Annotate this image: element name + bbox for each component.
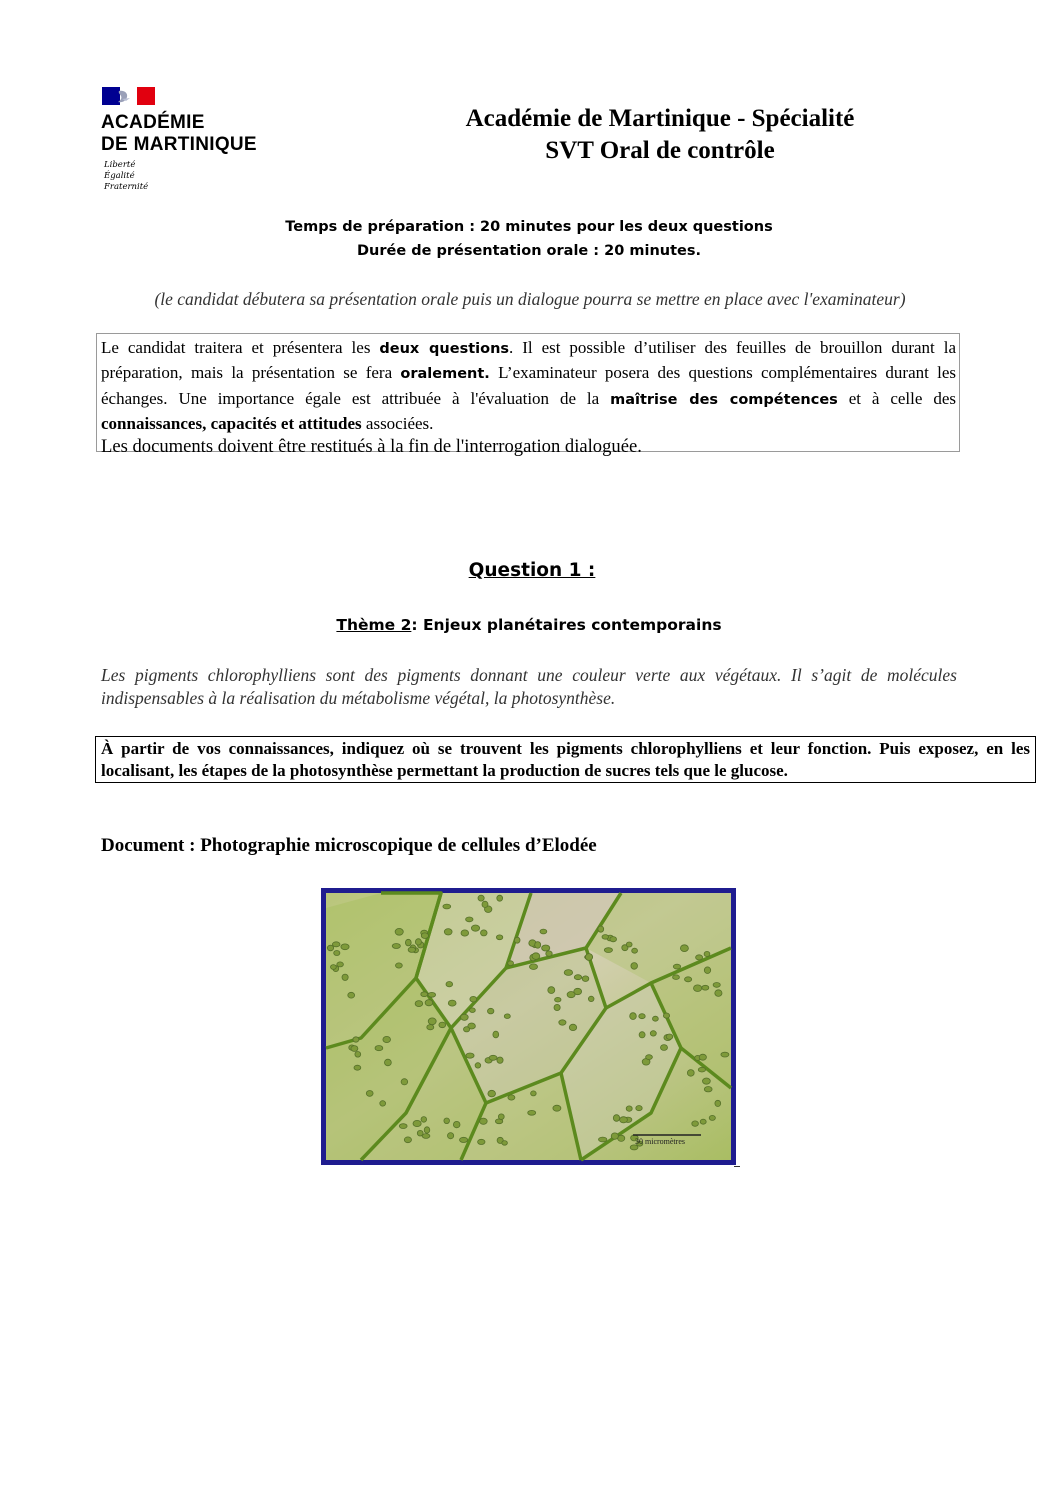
chloroplast [453,1121,460,1127]
chloroplast [504,1014,510,1019]
chloroplast [700,1119,706,1124]
chloroplast [415,939,421,945]
instructions-text: Le candidat traitera et présentera les [101,338,380,357]
chloroplast [567,992,575,998]
chloroplast [478,1139,485,1144]
chloroplast [508,1095,515,1100]
chloroplast [639,1032,645,1038]
theme-label: Thème 2 [336,616,412,634]
chloroplast [715,990,722,997]
scale-label: 30 micromètres [635,1137,685,1146]
chloroplast [599,1137,607,1142]
theme-name: : Enjeux planétaires contemporains [411,616,722,634]
chloroplast [331,965,337,970]
chloroplast [478,895,484,901]
chloroplast [395,928,403,935]
chloroplast [696,955,703,960]
chloroplast [392,944,400,949]
instructions-return-documents: Les documents doivent être restitués à la fin de l'interrogation dialoguée. [101,435,642,457]
chloroplast [709,1115,715,1120]
chloroplast [704,1087,712,1092]
chloroplast [508,961,514,966]
chloroplast [673,964,680,969]
presentation-duration: Durée de présentation orale : 20 minutes. [356,243,702,259]
chloroplast [443,904,451,909]
chloroplast [497,1057,503,1063]
chloroplast [385,1059,392,1066]
chloroplast [653,1016,659,1021]
chloroplast [383,1036,391,1042]
chloroplast [448,1000,456,1006]
chloroplast [488,1008,494,1014]
chloroplast [444,1118,450,1124]
chloroplast [480,1118,488,1124]
chloroplast [413,1120,421,1126]
chloroplast [439,1022,446,1028]
instructions-box [96,333,960,457]
chloroplast [351,1046,358,1052]
chloroplast [694,985,702,992]
chloroplast [460,1137,468,1142]
chloroplast [380,1101,386,1106]
chloroplast [531,1091,537,1096]
chloroplast [466,917,473,922]
instructions-text: associées. [361,414,434,434]
chloroplast [620,1117,628,1123]
chloroplast [530,964,538,970]
chloroplast [466,1053,474,1058]
chloroplast [470,1008,476,1013]
chloroplast [604,948,612,953]
chloroplast [542,945,550,951]
chloroplast [704,967,710,974]
chloroplast [481,930,488,936]
chloroplast [355,1052,361,1058]
chloroplast [564,970,572,976]
chloroplast [713,983,720,988]
chloroplast [496,935,502,940]
chloroplast [613,1115,619,1122]
chloroplast [475,1063,481,1068]
chloroplast [661,1045,668,1051]
chloroplast [528,1110,536,1115]
chloroplast [663,1013,669,1018]
question-intro: Les pigments chlorophylliens sont des pigments donnant une couleur verte aux végétaux. Il s’agit de molécules indispensables à la réalisation du métabolisme végétal, la photosynthèse. [101,665,957,708]
chloroplast [342,974,348,980]
chloroplast [417,1130,423,1136]
chloroplast [646,1055,653,1060]
task-box [95,736,1036,783]
chloroplast [444,929,452,935]
chloroplast [421,992,428,997]
page-title-line-2: SVT Oral de contrôle [545,137,775,164]
instructions-text: . Il est possible d’utiliser des feuilles de brouillon durant la préparation, mais la présentation se fera [101,338,957,383]
chloroplast [401,1079,408,1085]
instructions-emphasis: maîtrise des compétences [610,391,838,408]
chloroplast [514,937,520,943]
chloroplast [421,1117,427,1123]
chloroplast [405,939,411,946]
motto-fraternite: Fraternité [104,182,149,192]
chloroplast [348,992,355,998]
chloroplast [699,1054,706,1060]
page-title-line-1: Académie de Martinique - Spécialité [465,105,855,132]
chloroplast [334,951,340,956]
logo-academie: ACADÉMIE [101,112,205,133]
chloroplast [626,1106,632,1111]
chloroplast [632,948,638,953]
chloroplast [631,963,638,970]
candidate-note: (le candidat débutera sa présentation orale puis un dialogue pourra se mettre en place avec l'examinateur) [154,289,906,309]
motto-egalite: Égalité [104,171,135,181]
chloroplast [470,996,477,1002]
chloroplast [408,947,415,952]
chloroplast [582,976,589,982]
chloroplast [611,1133,618,1139]
chloroplast [353,1037,359,1042]
chloroplast [366,1091,373,1097]
chloroplast [602,935,609,940]
chloroplast [354,1065,361,1070]
chloroplast [610,937,617,942]
chloroplast [482,901,488,907]
instructions-text: et à celle des [837,388,956,408]
chloroplast [421,933,428,939]
chloroplast [639,1014,645,1019]
chloroplast [399,1124,407,1129]
chloroplast [685,977,692,982]
logo-martinique: DE MARTINIQUE [101,134,257,155]
chloroplast [555,997,561,1002]
chloroplast [626,942,632,947]
marianne-flag-icon [102,87,155,105]
chloroplast [702,985,709,990]
instructions-emphasis: deux questions [379,341,510,357]
chloroplast [554,1004,560,1010]
motto-liberte: Liberté [104,160,136,170]
chloroplast [588,996,594,1001]
chloroplast [636,1106,642,1111]
chloroplast [546,951,552,956]
chloroplast [341,944,349,950]
chloroplast [332,942,340,947]
chloroplast [488,1090,496,1097]
chloroplast [692,1121,699,1126]
chloroplast [715,1100,721,1106]
chloroplast [425,1000,433,1006]
chloroplast [448,1133,454,1139]
chloroplast [461,930,469,936]
chloroplast [375,1046,383,1051]
chloroplast [698,1067,705,1072]
instructions-emphasis: oralement. [400,366,490,383]
chloroplast [497,895,503,901]
chloroplast [569,1024,576,1030]
chloroplast [502,1141,508,1146]
chloroplast [461,1014,469,1020]
chloroplast [428,1018,436,1025]
chloroplast [721,1052,729,1057]
chloroplast [548,987,555,994]
chloroplast [553,1105,561,1111]
chloroplast [687,1070,694,1077]
chloroplast [630,1013,637,1020]
chloroplast [427,1025,434,1030]
chloroplast [559,1020,566,1025]
chloroplast [446,982,453,987]
theme-heading [0,613,1058,637]
chloroplast [585,954,592,961]
chloroplast [498,1114,504,1120]
chloroplast [464,1027,470,1032]
chloroplast [680,945,688,952]
instructions-emphasis: connaissances, capacités et attitudes [101,414,362,434]
elodea-cells-micrograph [321,888,736,1165]
instructions-text: L’examinateur posera des questions complémentaires durant les échanges. Une importance égale est attribuée à l'évaluation de la [101,363,957,408]
chloroplast [540,929,547,934]
chloroplast [535,942,541,949]
chloroplast [574,975,581,980]
chloroplast [404,1137,411,1143]
chloroplast [424,1127,430,1133]
chloroplast [396,963,403,968]
dash-mark [734,1166,740,1167]
question-title: Question 1 : [468,560,596,581]
chloroplast [532,953,540,960]
chloroplast [704,951,710,956]
task-text: À partir de vos connaissances, indiquez où se trouvent les pigments chlorophylliens et leur fonction. Puis exposez, en les localisant, les étapes de la photosynthèse permettant la production de sucres tels que le glucose. [101,739,1030,780]
chloroplast [489,1055,497,1060]
chloroplast [493,1031,499,1038]
chloroplast [415,1001,423,1007]
chloroplast [703,1078,711,1084]
chloroplast [471,925,479,931]
chloroplast [598,926,604,932]
chloroplast [666,1034,673,1039]
chloroplast [650,1031,656,1036]
document-title: Document : Photographie microscopique de cellules d’Elodée [101,835,597,856]
preparation-time: Temps de préparation : 20 minutes pour les deux questions [285,219,773,235]
chloroplast [428,992,436,997]
chloroplast [673,975,680,980]
